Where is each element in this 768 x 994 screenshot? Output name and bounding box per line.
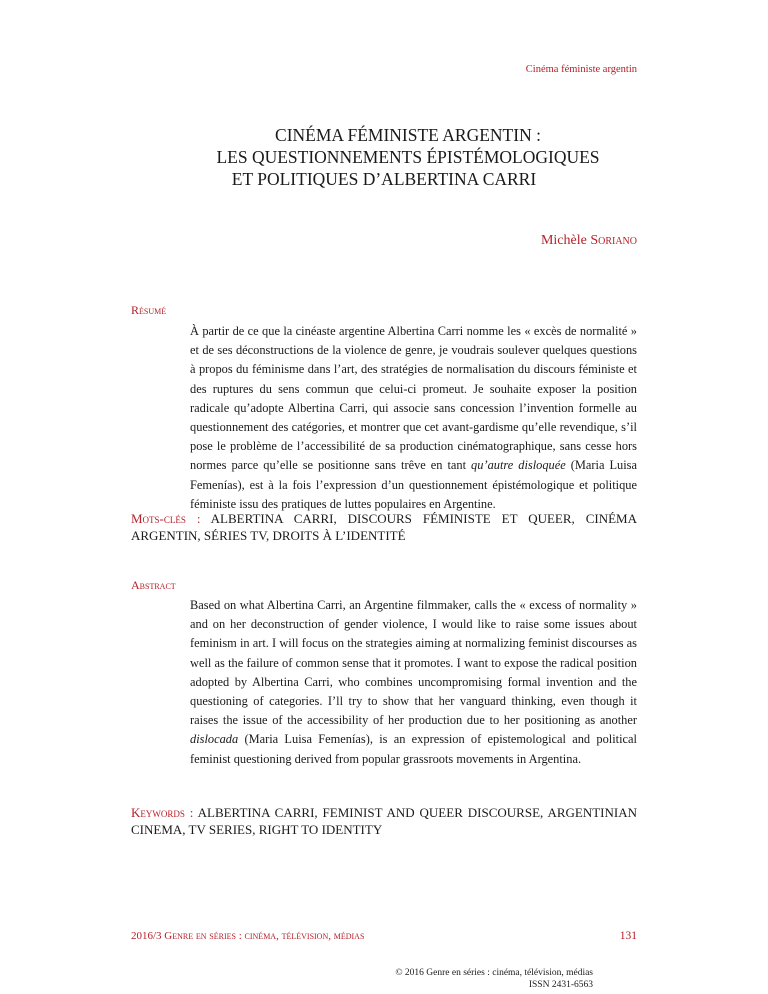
abstract-paragraph — [190, 596, 637, 769]
abstract-text-part2: (Maria Luisa Femenías), is an expression of epistemological and political feminist questioning derived from popular grassroots movements in Argentina. — [190, 732, 637, 766]
resume-text-italic: qu’autre disloquée — [471, 458, 566, 473]
mots-cles-label: Mots-clés : — [131, 511, 201, 526]
abstract-text-italic: dislocada — [190, 732, 239, 747]
title-line-1: CINÉMA FÉMINISTE ARGENTIN : — [275, 125, 541, 145]
running-header: Cinéma féministe argentin — [525, 64, 637, 75]
article-title — [0, 124, 768, 190]
copyright-issn: ISSN 2431-6563 — [528, 980, 593, 990]
abstract-text-part1: Based on what Albertina Carri, an Argentine filmmaker, calls the « excess of normality » and on her deconstruction of gender violence, I would like to raise some issues about feminism in art. I will focus on the strategies aiming at normalizing feminist discourses as well as the failure of common sense that it promotes. I want to expose the radical position adopted by Albertina Carri, who combines uncompromising formal invention and the questioning of categories. I’ll try to show that her vanguard thinking, even though it raises the issue of the accessibility of her production due to her positioning as another — [190, 598, 637, 728]
author-name — [541, 233, 637, 249]
author-last-name: Soriano — [590, 233, 637, 248]
copyright-notice — [395, 967, 593, 991]
author-first-name: Michèle — [540, 233, 587, 248]
resume-label: Résumé — [131, 303, 167, 317]
resume-paragraph — [190, 322, 637, 514]
mots-cles-block — [131, 510, 637, 544]
copyright-line-1: © 2016 Genre en séries : cinéma, télévision, médias — [395, 968, 593, 978]
resume-text-part2: (Maria Luisa Femenías), est à la fois l’expression d’un questionnement épistémologique et politique féministe issu des pratiques de luttes populaires en Argentine. — [190, 458, 637, 511]
keywords-label: Keywords : — [131, 805, 194, 820]
keywords-text: ALBERTINA CARRI, FEMINIST AND QUEER DISCOURSE, ARGENTINIAN CINEMA, TV SERIES, RIGHT TO IDENTITY — [131, 805, 637, 837]
resume-text-part1: À partir de ce que la cinéaste argentine Albertina Carri nomme les « excès de normalité » et de ses déconstructions de la violence de genre, je voudrais soulever quelques questions à propos du féminisme dans l’art, des stratégies de normalisation du discours féministe et des ruptures du sens commun que celui-ci promeut. Je souhaite exposer la position radicale qu’adopte Albertina Carri, qui associe sans concession l’invention formelle au questionnement des catégories, et montrer que cet avant-gardisme qu’elle revendique, s’il pose le problème de l’accessibilité de sa production cinématographique, sans cesse hors normes parce qu’elle se positionne sans trêve en tant — [190, 324, 637, 473]
footer-journal: 2016/3 Genre en séries : cinéma, télévision, médias — [131, 930, 365, 942]
title-line-3: ET POLITIQUES D’ALBERTINA CARRI — [231, 169, 537, 189]
title-line-2: LES QUESTIONNEMENTS ÉPISTÉMOLOGIQUES — [216, 147, 600, 167]
keywords-block — [131, 804, 637, 838]
mots-cles-text: ALBERTINA CARRI, DISCOURS FÉMINISTE ET QUEER, CINÉMA ARGENTIN, SÉRIES TV, DROITS À L’IDENTITÉ — [131, 511, 637, 543]
abstract-label: Abstract — [131, 578, 176, 592]
page-number: 131 — [619, 930, 637, 942]
